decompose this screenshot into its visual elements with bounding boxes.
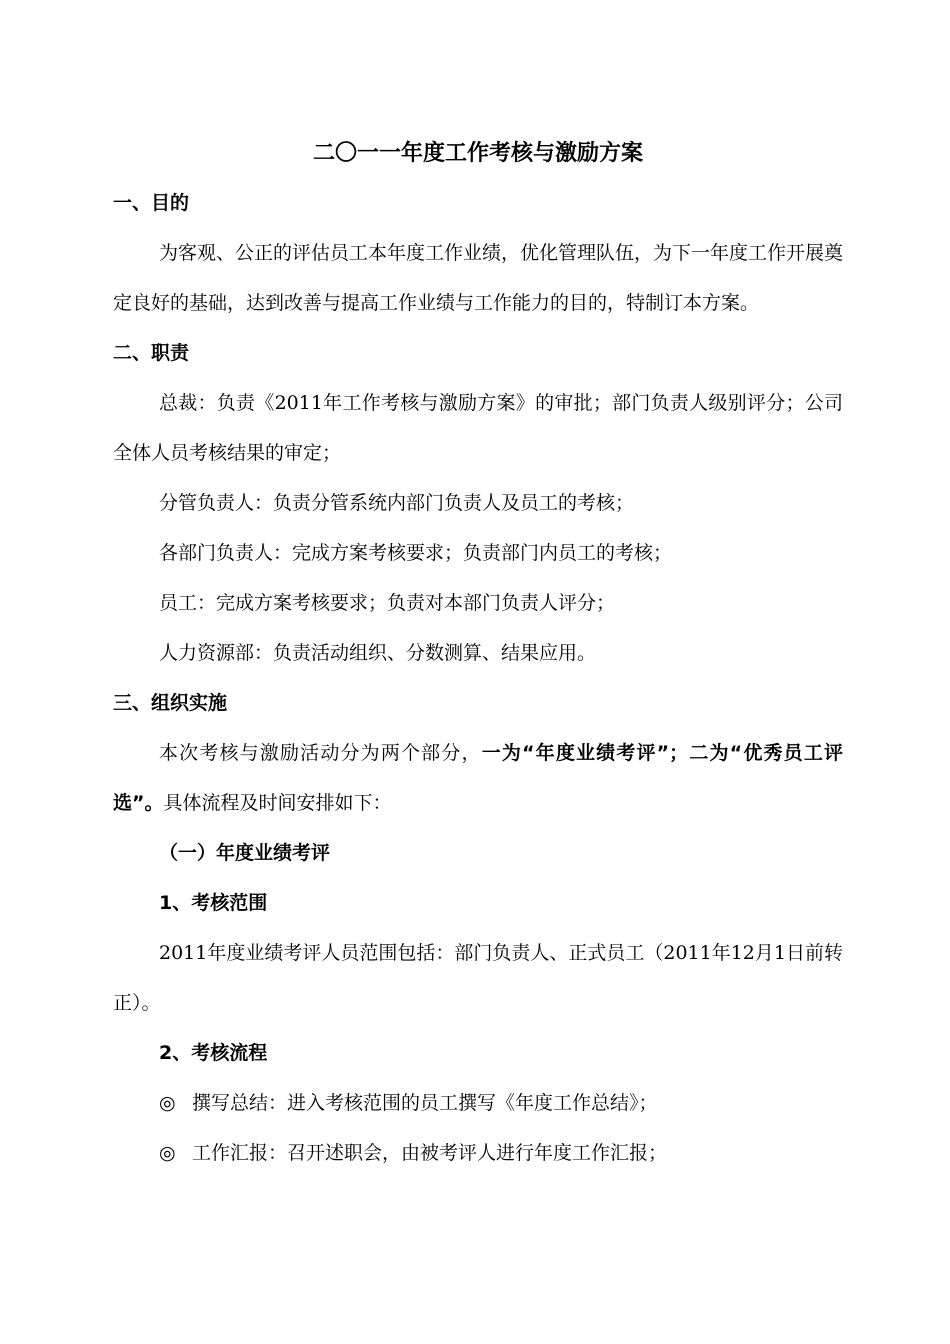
purpose-paragraph: 为客观、公正的评估员工本年度工作业绩，优化管理队伍，为下一年度工作开展奠定良好的基础，达到改善与提高工作业绩与工作能力的目的，特制订本方案。: [113, 242, 844, 314]
intro-text-bold: 一为“年度业绩考评”；二为“优秀员工评选”。: [113, 742, 843, 814]
duty-item-employee: 员工：完成方案考核要求；负责对本部门负责人评分；: [159, 592, 616, 614]
subheading-process: 2、考核流程: [159, 1042, 268, 1064]
intro-text-a: 本次考核与激励活动分为两个部分，: [159, 742, 482, 764]
section-heading-implementation: 三、组织实施: [113, 692, 228, 714]
process-item-summary-text: 撰写总结：进入考核范围的员工撰写《年度工作总结》；: [192, 1092, 658, 1114]
process-item-report: [113, 1128, 843, 1178]
intro-text-c: 具体流程及时间安排如下：: [163, 792, 392, 814]
document-title: 二〇一一年度工作考核与激励方案: [312, 141, 643, 166]
section-heading-duties: 二、职责: [113, 342, 190, 364]
scope-paragraph: 2011年度业绩考评人员范围包括：部门负责人、正式员工（2011年12月1日前转正）。: [113, 942, 843, 1014]
subheading-annual-review: （一）年度业绩考评: [159, 842, 331, 864]
process-item-summary: [113, 1078, 843, 1128]
bullet-mark-icon: ◎: [159, 1142, 176, 1164]
duty-item-hr: 人力资源部：负责活动组织、分数测算、结果应用。: [159, 642, 597, 664]
section-heading-purpose: 一、目的: [113, 192, 190, 214]
process-item-report-text: 工作汇报：召开述职会，由被考评人进行年度工作汇报；: [192, 1142, 668, 1164]
subheading-scope: 1、考核范围: [159, 892, 268, 914]
duty-item-department-head: 各部门负责人：完成方案考核要求；负责部门内员工的考核；: [159, 542, 673, 564]
duty-item-president: 总裁：负责《2011年工作考核与激励方案》的审批；部门负责人级别评分；公司全体人员考核结果的审定；: [113, 392, 843, 464]
implementation-intro: [113, 728, 843, 828]
bullet-mark-icon: ◎: [159, 1092, 176, 1114]
duty-item-division-head: 分管负责人：负责分管系统内部门负责人及员工的考核；: [159, 492, 635, 514]
document-page: [113, 130, 843, 1178]
